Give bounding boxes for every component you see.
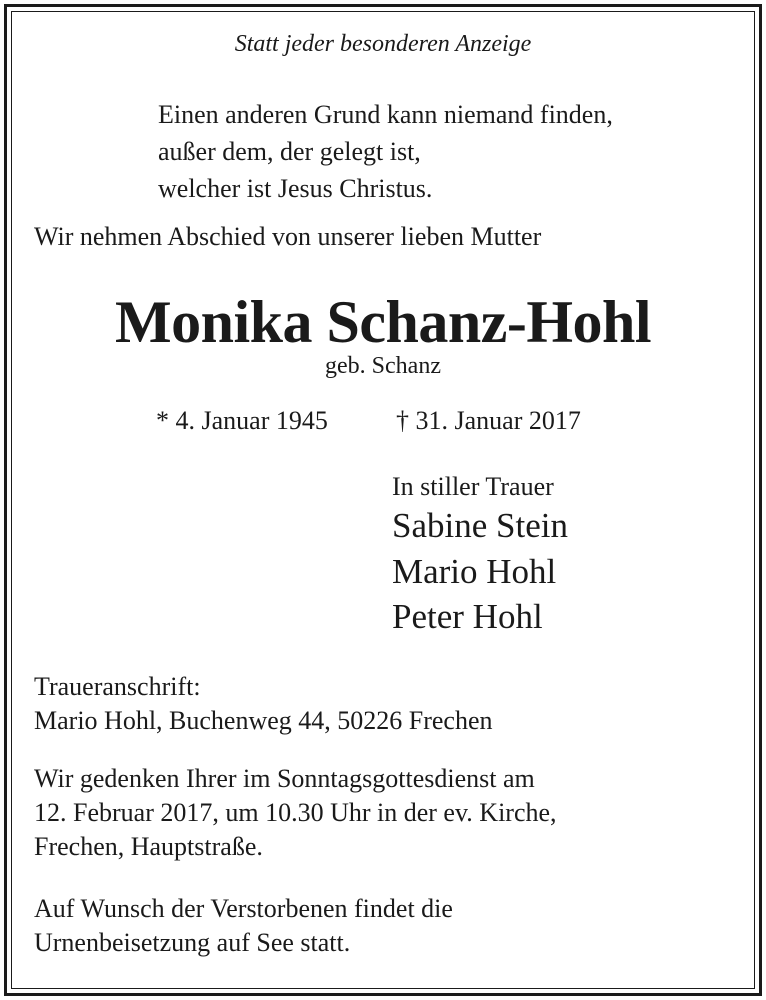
service-line: 12. Februar 2017, um 10.30 Uhr in der ev. Kirche, [34, 798, 557, 827]
mourner-name: Mario Hohl [392, 552, 557, 591]
verse-line: Einen anderen Grund kann niemand finden, [158, 100, 613, 129]
deceased-name: Monika Schanz-Hohl [114, 289, 652, 355]
intro-line: Statt jeder besonderen Anzeige [234, 31, 532, 57]
address-label: Traueranschrift: [34, 672, 201, 701]
burial-line: Auf Wunsch der Verstorbenen findet die [34, 894, 453, 923]
birth-date: * 4. Januar 1945 [156, 406, 328, 435]
farewell-line: Wir nehmen Abschied von unserer lieben Mutter [34, 222, 542, 251]
address-line: Mario Hohl, Buchenweg 44, 50226 Frechen [34, 706, 493, 735]
mourner-name: Peter Hohl [392, 597, 543, 636]
burial-line: Urnenbeisetzung auf See statt. [34, 928, 351, 957]
memorial-service [34, 762, 557, 864]
mourner-name: Sabine Stein [392, 506, 568, 545]
service-line: Wir gedenken Ihrer im Sonntagsgottesdienst am [34, 764, 535, 793]
service-line: Frechen, Hauptstraße. [34, 832, 263, 861]
verse-line: außer dem, der gelegt ist, [158, 137, 421, 166]
bible-verse [158, 96, 613, 207]
death-date: † 31. Januar 2017 [396, 406, 581, 435]
mourning-label: In stiller Trauer [392, 472, 554, 501]
maiden-name: geb. Schanz [325, 353, 441, 379]
burial-note [34, 892, 453, 960]
verse-line: welcher ist Jesus Christus. [158, 174, 433, 203]
mourning-address [34, 670, 493, 738]
